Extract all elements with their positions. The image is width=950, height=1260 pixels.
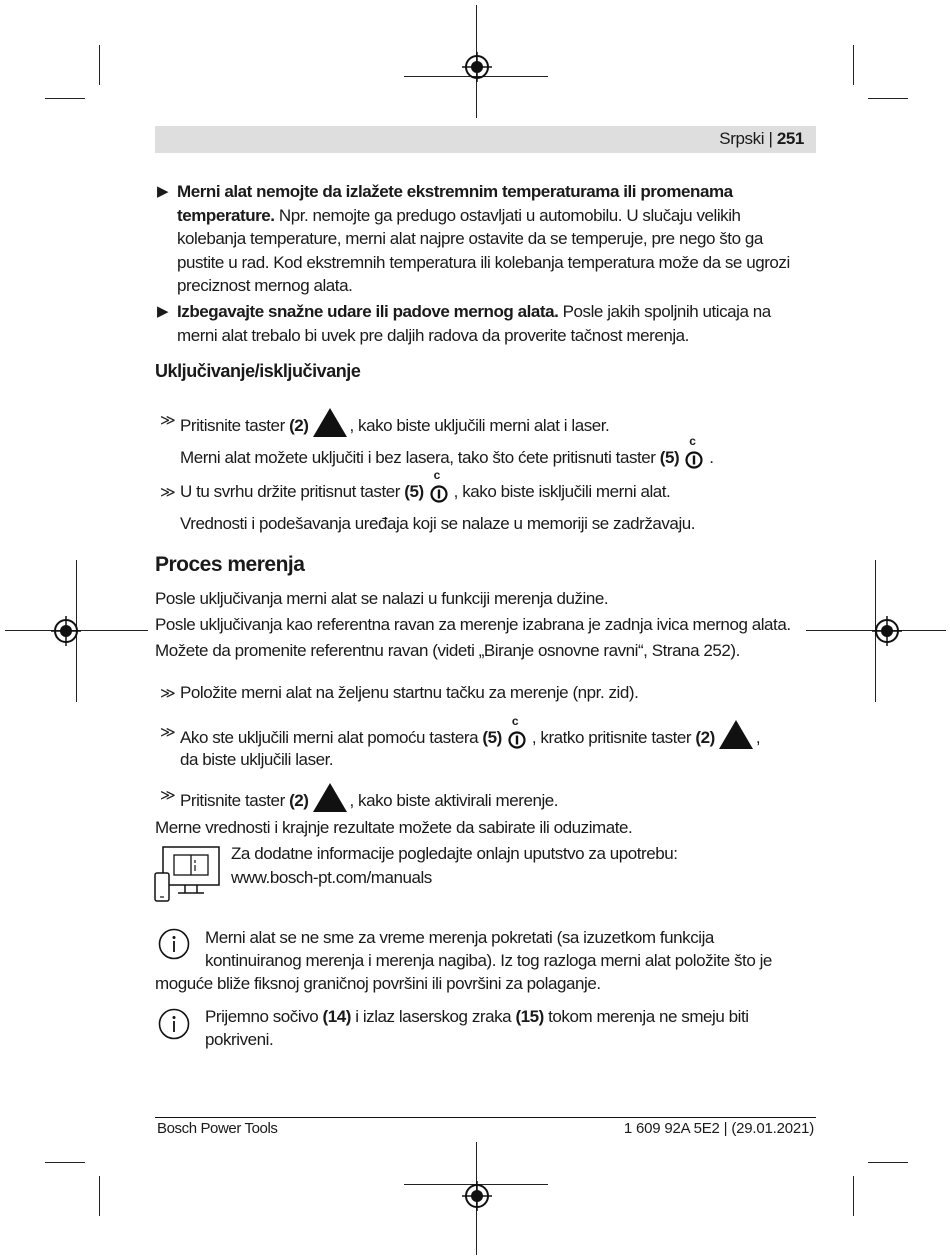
registration-target-icon	[51, 616, 81, 646]
bullet-text: Npr. nemojte ga predugo ostavljati u automobilu. U slučaju velikih	[274, 205, 741, 225]
note-memory: Vrednosti i podešavanja uređaja koji se nalaze u memoriji se zadržavaju.	[180, 514, 696, 533]
info-text: i izlaz laserskog zraka	[350, 1007, 516, 1026]
manual-link[interactable]: www.bosch-pt.com/manuals	[231, 867, 432, 887]
bullet-bold-text: Izbegavajte snažne udare ili padove mernog alata.	[177, 302, 559, 321]
key-ref: (14)	[322, 1007, 351, 1026]
info-text: tokom merenja ne smeju biti	[543, 1007, 749, 1026]
info-text: Prijemno sočivo	[205, 1007, 323, 1026]
info-icon	[158, 1008, 190, 1040]
step-marker-icon: ≫	[160, 412, 174, 429]
note-without-laser	[180, 434, 714, 470]
page-number: 251	[776, 129, 804, 148]
bullet-line: merni alat trebalo bi uvek pre daljih radova da proverite tačnost merenja.	[177, 325, 689, 345]
paragraph: Posle uključivanja merni alat se nalazi u funkciji merenja dužine.	[155, 589, 609, 608]
step-marker-icon: ≫	[160, 685, 174, 702]
page-header	[155, 126, 816, 153]
bullet-bold-text: Merni alat nemojte da izlažete ekstremnim temperaturama ili promenama	[177, 182, 733, 201]
note-text: .	[709, 448, 714, 467]
bullet-temperature	[177, 180, 822, 298]
paragraph: Posle uključivanja kao referentna ravan za merenje izabrana je zadnja ivica mernog alata.	[155, 615, 791, 634]
key-ref: (15)	[515, 1007, 544, 1026]
bullet-bold-text: temperature.	[177, 205, 275, 225]
info-note-line	[205, 1005, 749, 1029]
registration-target-icon	[462, 52, 492, 82]
bullet-impacts	[177, 300, 822, 347]
section-heading-measuring: Proces merenja	[155, 553, 305, 576]
step-text: , kako biste aktivirali merenje.	[349, 791, 559, 810]
step-text: U tu svrhu držite pritisnut taster	[180, 482, 405, 501]
info-note-line: kontinuiranog merenja i merenja nagiba). Iz tog razloga merni alat položite što je	[205, 951, 772, 970]
header-language: Srpski	[719, 129, 765, 148]
manual-line: Za dodatne informacije pogledajte onlajn uputstvo za upotrebu:	[231, 844, 678, 863]
step-text: Ako ste uključili merni alat pomoću tastera	[180, 728, 483, 747]
bullet-text: Posle jakih spoljnih uticaja na	[558, 302, 771, 321]
info-icon	[158, 928, 190, 960]
step-marker-icon: ≫	[160, 724, 174, 741]
registration-target-icon	[462, 1181, 492, 1211]
section-heading-power: Uključivanje/isključivanje	[155, 361, 361, 381]
step-text: Pritisnite taster	[180, 416, 290, 435]
step-text: , kako biste uključili merni alat i laser.	[349, 416, 610, 435]
online-manual-icon	[152, 843, 224, 905]
bullet-line: pustite u rad. Kod ekstremnih temperatura ili kolebanja temperatura može da se ugrozi	[177, 252, 790, 272]
step-start-measurement	[180, 783, 558, 813]
step-switch-laser	[180, 714, 761, 750]
triangle-key-icon	[313, 408, 347, 437]
bullet-triangle-icon: ▶	[157, 183, 169, 200]
paragraph: Merne vrednosti i krajnje rezultate možete da sabirate ili oduzimate.	[155, 818, 633, 837]
bullet-line	[177, 204, 822, 228]
key-ref: (5)	[482, 728, 502, 747]
triangle-key-icon	[719, 720, 753, 749]
key-ref: (5)	[659, 448, 680, 467]
key-ref: (2)	[289, 416, 309, 435]
footer-right: 1 609 92A 5E2 | (29.01.2021)	[623, 1120, 814, 1137]
registration-target-icon	[872, 616, 902, 646]
bullet-line: preciznost mernog alata.	[177, 276, 353, 295]
info-note-line: Merni alat se ne sme za vreme merenja pokretati (sa izuzetkom funkcija	[205, 928, 714, 947]
c-power-key-icon: c	[428, 480, 450, 504]
triangle-key-icon	[313, 783, 347, 812]
c-power-key-icon: c	[506, 726, 528, 750]
info-note-line: moguće bliže fiksnoj graničnoj površini ili površini za polaganje.	[155, 974, 601, 993]
header-separator: |	[768, 129, 773, 148]
manual-text	[231, 842, 678, 889]
step-text: ,	[755, 728, 761, 747]
key-ref: (5)	[404, 482, 424, 501]
footer-rule	[155, 1117, 816, 1118]
key-ref: (2)	[289, 791, 309, 810]
info-note-line: pokriveni.	[205, 1030, 274, 1049]
bullet-triangle-icon: ▶	[157, 303, 169, 320]
c-power-key-icon: c	[683, 446, 705, 470]
bullet-line: kolebanja temperature, merni alat najpre ostavite da se temperuje, pre nego što ga	[177, 229, 763, 248]
footer-left: Bosch Power Tools	[157, 1120, 278, 1137]
step-marker-icon: ≫	[160, 787, 174, 804]
step-text: , kratko pritisnite taster	[531, 728, 696, 747]
step-power-on	[180, 408, 609, 438]
step-power-off	[180, 468, 671, 504]
step-text: Pritisnite taster	[180, 791, 290, 810]
bullet-line	[177, 300, 822, 324]
paragraph: Možete da promenite referentnu ravan (videti „Biranje osnovne ravni“, Strana 252).	[155, 641, 740, 660]
step-place-tool: Položite merni alat na željenu startnu tačku za merenje (npr. zid).	[180, 683, 639, 702]
header-text	[719, 129, 804, 149]
step-switch-laser-cont: da biste uključili laser.	[180, 750, 334, 769]
note-text: Merni alat možete uključiti i bez lasera, tako što ćete pritisnuti taster	[180, 448, 660, 467]
step-text: , kako biste isključili merni alat.	[453, 482, 671, 501]
key-ref: (2)	[695, 728, 715, 747]
step-marker-icon: ≫	[160, 484, 174, 501]
